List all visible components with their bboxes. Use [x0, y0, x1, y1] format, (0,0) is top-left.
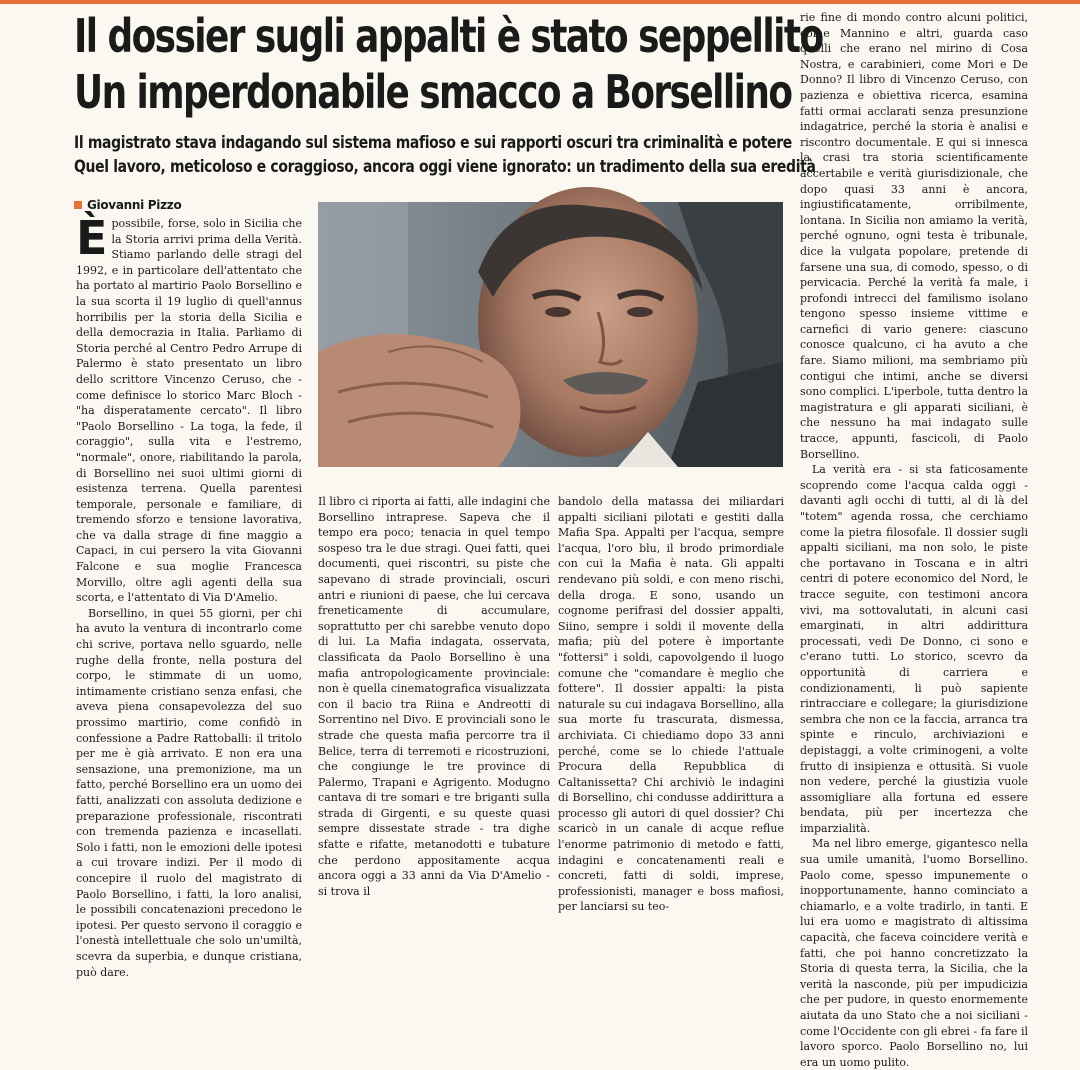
orange-square-icon	[74, 201, 82, 209]
byline	[74, 198, 181, 212]
paragraph: rie fine di mondo contro alcuni politici, come Mannino e altri, guarda caso quelli che erano nel mirino di Cosa Nostra, e carabinieri, come Mori e De Donno? Il libro di Vincenzo Ceruso, con pazienza e obiettiva ricerca, esamina fatti ormai acclarati senza presunzione indagatrice, perché la storia è analisi e riscontro documentale. E qui si innesca la crasi tra storia scientificamente accertabile e verità giurisdizionale, che dopo quasi 33 anni è ancora, ingiustificatamente, orribilmente, lontana. In Sicilia non amiamo la verità, perché ognuno, ogni testa è tribunale, dice la vulgata popolare, pretende di farsene una sua, di comodo, spesso, o di pervicacia. Perché la verità fa male, i profondi intrecci del familismo isolano tengono spesso insieme vittime e carnefici di vario genere: ciascuno conosce qualcuno, ci ha avuto a che fare. Siamo milioni, ma sembriamo più contigui che intimi, anche se diversi sono complici. L'iperbole, tutta dentro la magistratura e gli apparati siciliani, è che nessuno ha mai indagato sulle tracce, appunti, fascicoli, di Paolo Borsellino.	[800, 11, 1028, 461]
paragraph: bandolo della matassa dei miliardari appalti siciliani pilotati e gestiti dalla Mafia Spa. Appalti per l'acqua, sempre l'acqua, l'oro blu, il brodo primordiale con cui la Mafia è nata. Gli appalti rendevano più soldi, e con meno rischi, della droga. E sono, usando un cognome perifrasi del dossier appalti, Siino, sempre i soldi il movente della mafia; più del potere è importante "fottersi" i soldi, capovolgendo il luogo comune che "comandare è meglio che fottere". Il dossier appalti: la pista naturale su cui indagava Borsellino, alla sua morte fu trascurata, dismessa, archiviata. Ci chiediamo dopo 33 anni perché, come se lo chiede l'attuale Procura della Repubblica di Caltanissetta? Chi archiviò le indagini di Borsellino, chi condusse addirittura a processo gli autori di quel dossier? Chi scaricò in un canale di acque reflue l'enorme patrimonio di metodo e fatti, indagini e concatenamenti reali e concreti, fatti di soldi, imprese, professionisti, manager e boss mafiosi, per lanciarsi su teo-	[558, 495, 784, 914]
subhead-line-1: Il magistrato stava indagando sul sistema mafioso e sui rapporti oscuri tra criminalità e potere	[74, 133, 792, 153]
paragraph: Borsellino, in quei 55 giorni, per chi ha avuto la ventura di incontrarlo come chi scrive, portava nello sguardo, nelle rughe della fronte, nella postura del corpo, le stimmate di un uomo, intimamente cristiano senza enfasi, che aveva piena consapevolezza del suo prossimo martirio, come confidò in confessione a Padre Rattoballi: il tritolo per me è già arrivato. E non era una sensazione, una premonizione, ma un fatto, perché Borsellino era un uomo dei fatti, analizzati con assoluta dedizione e preparazione professionale, riscontrati con tremenda pazienza e incasellati. Solo i fatti, non le emozioni delle ipotesi a cui trovare indizi. Per il modo di concepire il ruolo del magistrato di Paolo Borsellino, i fatti, la loro analisi, le possibili concatenazioni precedono le ipotesi. Per questo servono il coraggio e l'onestà intellettuale che solo un'umiltà, scevra da superbia, e dunque cristiana, può dare.	[76, 606, 302, 979]
article-column-4	[800, 10, 1028, 1069]
article-photo	[318, 202, 783, 467]
paragraph: Ma nel libro emerge, gigantesco nella sua umile umanità, l'uomo Borsellino. Paolo come, spesso impunemente o inopportunamente, hanno cominciato a chiamarlo, e a volte tradirlo, in tanti. E lui era uomo e magistrato di altissima capacità, che faceva coincidere verità e fatti, che poi hanno concretizzato la Storia di questa terra, la Sicilia, che la verità la nasconde, più per impudicizia che per pudore, in questo enormemente aiutata da uno Stato che a noi siciliani - come l'Occidente con gli ebrei - fa fare il lavoro sporco. Paolo Borsellino no, lui era un uomo pulito.	[800, 837, 1028, 1069]
portrait-illustration	[318, 202, 783, 467]
headline-line-1: Il dossier sugli appalti è stato seppellito	[74, 9, 823, 63]
headline-line-2: Un imperdonabile smacco a Borsellino	[74, 65, 792, 119]
paragraph: Èpossibile, forse, solo in Sicilia che la Storia arrivi prima della Verità. Stiamo parlando delle stragi del 1992, e in particolare dell'attentato che ha portato al martirio Paolo Borsellino e la sua scorta il 19 luglio di quell'annus horribilis per la storia della Sicilia e della democrazia in Italia. Parliamo di Storia perché al Centro Pedro Arrupe di Palermo è stato presentato un libro dello scrittore Vincenzo Ceruso, che - come definisce lo storico Marc Bloch - "ha disperatamente cercato". Il libro "Paolo Borsellino - La toga, la fede, il coraggio", sulla vita e l'estremo, "normale", onore, riabilitando la parola, di Borsellino nei suoi ultimi giorni di esistenza terrena. Quella parentesi temporale, personale e familiare, di tremendo sforzo e tensione lavorativa, che va dalla strage di fine maggio a Capaci, in cui persero la vita Giovanni Falcone e sua moglie Francesca Morvillo, oltre agli agenti della sua scorta, e l'attentato di Via D'Amelio.	[76, 211, 302, 605]
paragraph: Il libro ci riporta ai fatti, alle indagini che Borsellino intraprese. Sapeva che il tempo era poco; tenacia in quel tempo sospeso tra le due stragi. Quei fatti, quei documenti, quei riscontri, su piste che sapevano di strade provinciali, oscuri antri e riunioni di paese, che lui cercava freneticamente di accumulare, soprattutto per chi sarebbe venuto dopo di lui. La Mafia indagata, osservata, classificata da Paolo Borsellino è una mafia antropologicamente provinciale: non è quella cinematografica visualizzata con il bacio tra Riina e Andreotti di Sorrentino nel Divo. E provinciali sono le strade che questa mafia percorre tra il Belice, terra di terremoti e ricostruzioni, che congiunge le tre province di Palermo, Trapani e Agrigento. Modugno cantava di tre somari e tre briganti sulla strada di Girgenti, e su queste quasi sempre dissestate strade - tra dighe sfatte e rifatte, metanodotti e tubature che perdono appositamente acqua ancora oggi a 33 anni da Via D'Amelio - si trova il	[318, 495, 550, 898]
article-column-2	[318, 494, 550, 898]
author-name: Giovanni Pizzo	[87, 198, 182, 212]
article-column-1	[76, 211, 302, 979]
top-accent-rule	[0, 0, 1080, 4]
paragraph: La verità era - si sta faticosamente scoprendo come l'acqua calda oggi - davanti agli occhi di tutti, al di là del "totem" agenda rossa, che cerchiamo come la pietra filosofale. Il dossier sugli appalti siciliani, ma non solo, le piste che portavano in Toscana e in altri centri di potere economico del Nord, le tracce seguite, con testimoni ancora vivi, ma sottovalutati, in alcuni casi emarginati, in altri addirittura processati, vedi De Donno, ci sono e c'erano tutti. Lo storico, scevro da opportunità di carriera e condizionamenti, li può sapiente rintracciare e collegare; la giurisdizione sembra che non ce la faccia, arranca tra spinte e rinculo, archiviazioni e depistaggi, a volte criminogeni, a volte frutto di insipienza e ottusità. Si vuole non vedere, perché la giustizia vuole assomigliare alla fortuna ed essere bendata, più per incertezza che imparzialità.	[800, 463, 1028, 835]
subhead-line-2: Quel lavoro, meticoloso e coraggioso, ancora oggi viene ignorato: un tradimento della sua eredità	[74, 157, 816, 177]
article-column-3	[558, 494, 784, 914]
